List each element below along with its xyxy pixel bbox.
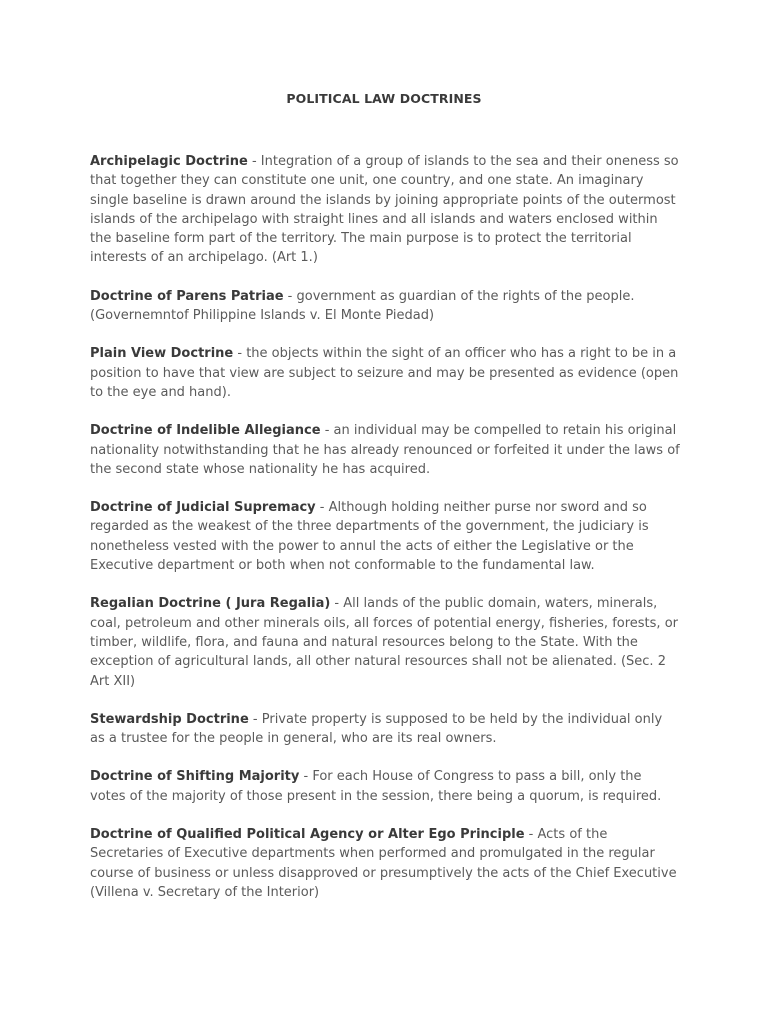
doctrine-description: government as guardian of the rights of the people. (Governemntof Philippine Islands v. El Monte Piedad) xyxy=(90,288,635,324)
doctrine-entry xyxy=(90,152,680,268)
doctrine-description: Acts of the Secretaries of Executive departments when performed and promulgated in the regular course of business or unless disapproved or presumptively the acts of the Chief Executive (Villena v. Secretary of the Interior) xyxy=(90,827,677,900)
doctrine-term: Doctrine of Judicial Supremacy xyxy=(90,500,316,516)
doctrine-entry xyxy=(90,594,680,690)
doctrine-entry xyxy=(90,767,680,806)
doctrine-description: Private property is supposed to be held by the individual only as a trustee for the people in general, who are its real owners. xyxy=(90,711,663,747)
doctrine-description: the objects within the sight of an officer who has a right to be in a position to have that view are subject to seizure and may be presented as evidence (open to the eye and hand). xyxy=(90,346,679,400)
doctrine-entry xyxy=(90,344,680,402)
doctrine-term: Regalian Doctrine ( Jura Regalia) xyxy=(90,596,331,612)
doctrine-separator: - xyxy=(233,346,247,362)
doctrine-separator: - xyxy=(524,827,538,843)
doctrine-entry xyxy=(90,421,680,479)
doctrine-entry xyxy=(90,498,680,575)
doctrine-entry xyxy=(90,287,680,326)
doctrine-description: All lands of the public domain, waters, minerals, coal, petroleum and other minerals oils, all forces of potential energy, fisheries, forests, or timber, wildlife, flora, and fauna and natural resources belong to the State. With the exception of agricultural lands, all other natural resources shall not be alienated. (Sec. 2 Art XII) xyxy=(90,596,678,689)
doctrine-separator: - xyxy=(299,769,313,785)
doctrine-entry xyxy=(90,825,680,902)
document-title: POLITICAL LAW DOCTRINES xyxy=(286,91,482,106)
doctrine-term: Stewardship Doctrine xyxy=(90,711,249,727)
doctrine-separator: - xyxy=(330,596,344,612)
doctrine-separator: - xyxy=(320,423,334,439)
doctrine-term: Doctrine of Indelible Allegiance xyxy=(90,423,321,439)
doctrine-description: Although holding neither purse nor sword and so regarded as the weakest of the three departments of the government, the judiciary is nonetheless vested with the power to annul the acts of either the Legislative or the Executive department or both when not conformable to the fundamental law. xyxy=(90,500,649,574)
doctrine-term: Archipelagic Doctrine xyxy=(90,154,248,169)
doctrine-list xyxy=(90,152,680,921)
doctrine-separator: - xyxy=(248,711,262,727)
doctrine-term: Doctrine of Qualified Political Agency or Alter Ego Principle xyxy=(90,827,525,843)
doctrine-term: Doctrine of Parens Patriae xyxy=(90,288,284,304)
doctrine-separator: - xyxy=(283,288,297,304)
doctrine-separator: - xyxy=(315,500,329,516)
doctrine-description: an individual may be compelled to retain his original nationality notwithstanding that he has already renounced or forfeited it under the laws of the second state whose nationality he has acquired. xyxy=(90,423,680,477)
doctrine-term: Plain View Doctrine xyxy=(90,346,234,362)
doctrine-separator: - xyxy=(247,154,261,169)
doctrine-entry xyxy=(90,710,680,749)
doctrine-description: For each House of Congress to pass a bill, only the votes of the majority of those present in the session, there being a quorum, is required. xyxy=(90,769,662,804)
doctrine-description: Integration of a group of islands to the sea and their oneness so that together they can constitute one unit, one country, and one state. An imaginary single baseline is drawn around the islands by joining appropriate points of the outermost islands of the archipelago with straight lines and all islands and waters enclosed within the baseline form part of the territory. The main purpose is to protect the territorial interests of an archipelago. (Art 1.) xyxy=(90,154,679,266)
doctrine-term: Doctrine of Shifting Majority xyxy=(90,769,300,785)
